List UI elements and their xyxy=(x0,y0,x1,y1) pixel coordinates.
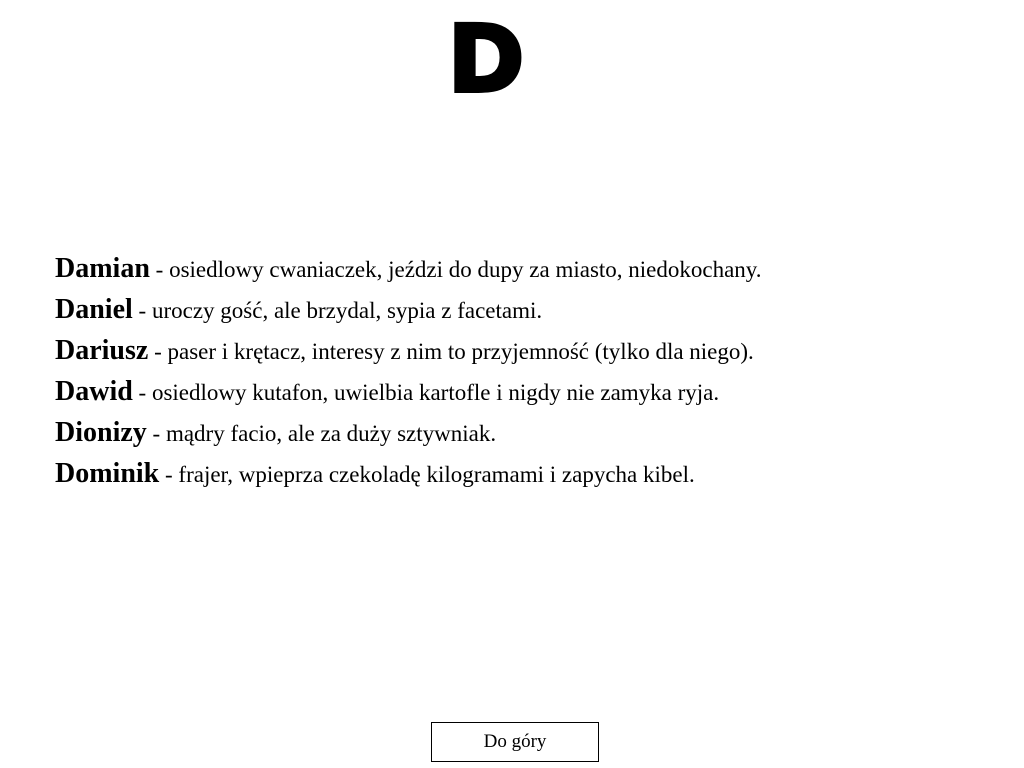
entry-name: Dionizy xyxy=(55,417,147,448)
list-item xyxy=(55,371,1005,412)
entry-separator: - xyxy=(132,380,152,405)
list-item xyxy=(55,289,1005,330)
entry-name: Daniel xyxy=(55,294,133,325)
entry-name: Dawid xyxy=(55,376,133,407)
list-item xyxy=(55,248,1005,289)
list-item xyxy=(55,330,1005,371)
entry-description: frajer, wpieprza czekoladę kilogramami i zapycha kibel. xyxy=(178,462,695,487)
entry-description: paser i krętacz, interesy z nim to przyjemność (tylko dla niego). xyxy=(167,339,754,364)
page-letter-heading: D xyxy=(447,6,523,113)
entry-description: mądry facio, ale za duży sztywniak. xyxy=(165,421,497,446)
entry-name: Damian xyxy=(55,253,150,284)
list-item xyxy=(55,453,1005,494)
back-to-top-button[interactable]: Do góry xyxy=(431,722,599,762)
list-item xyxy=(55,412,1005,453)
entry-separator: - xyxy=(159,462,179,487)
entry-separator: - xyxy=(148,339,168,364)
entry-separator: - xyxy=(146,421,166,446)
name-definition-list xyxy=(55,248,1005,494)
entry-description: uroczy gość, ale brzydal, sypia z facetami. xyxy=(151,298,543,323)
entry-name: Dominik xyxy=(55,458,160,489)
entry-name: Dariusz xyxy=(55,335,149,366)
entry-separator: - xyxy=(132,298,152,323)
entry-description: osiedlowy cwaniaczek, jeździ do dupy za miasto, niedokochany. xyxy=(169,257,762,282)
entry-separator: - xyxy=(149,257,170,282)
entry-description: osiedlowy kutafon, uwielbia kartofle i nigdy nie zamyka ryja. xyxy=(151,380,720,405)
